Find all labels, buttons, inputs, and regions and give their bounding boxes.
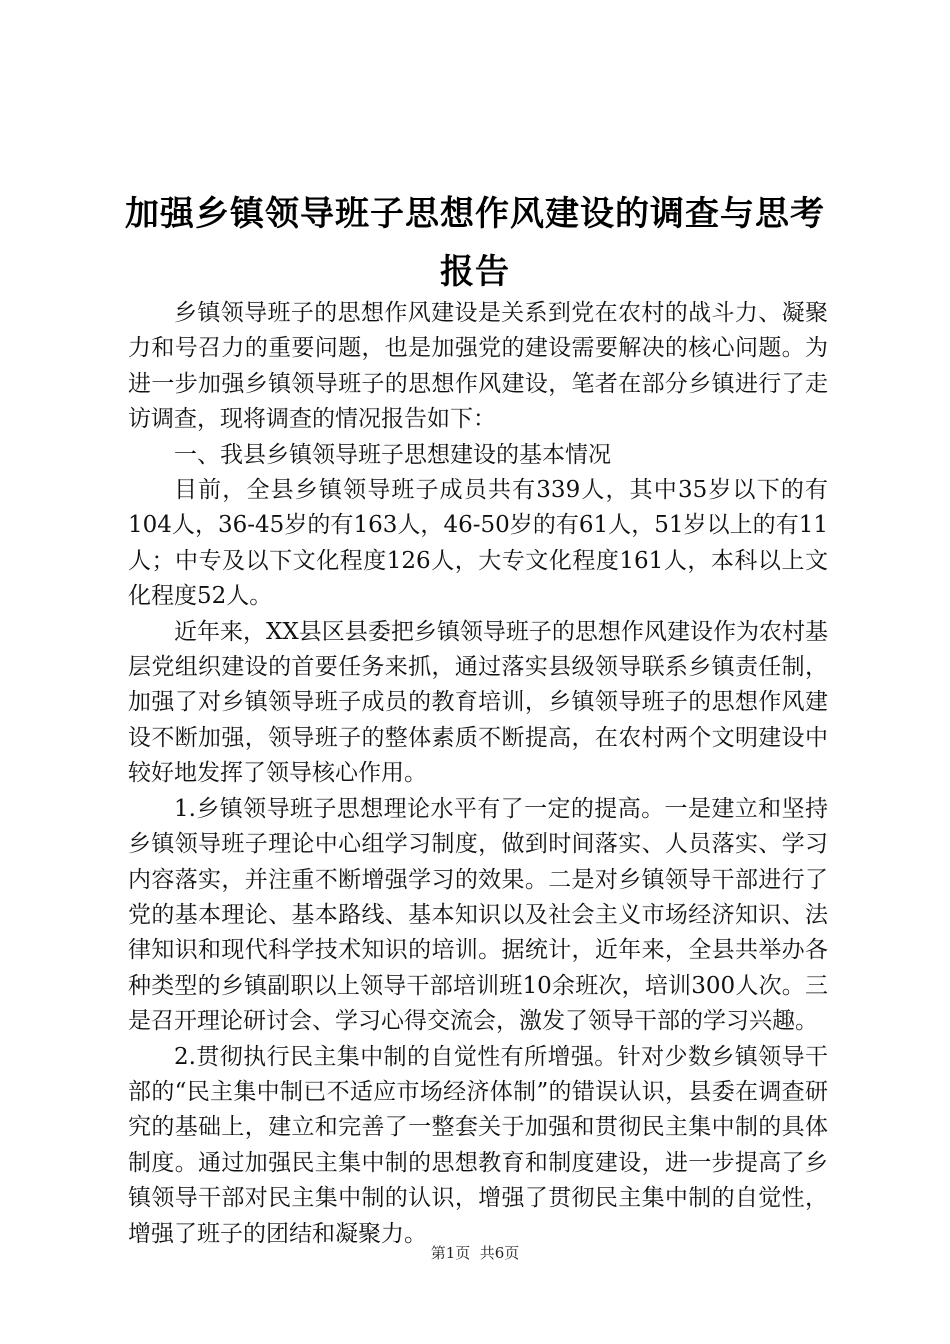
body-paragraph: 2.贯彻执行民主集中制的自觉性有所增强。针对少数乡镇领导干部的“民主集中制已不适应市场经济体制”的错误认识，县委在调查研究的基础上，建立和完善了一整套关于加强和贯彻民主集中制的具体制度。通过加强民主集中制的思想教育和制度建设，进一步提高了乡镇领导干部对民主集中制的认识，增强了贯彻民主集中制的自觉性，增强了班子的团结和凝聚力。	[128, 1043, 828, 1247]
body-paragraph: 近年来，XX县区县委把乡镇领导班子的思想作风建设作为农村基层党组织建设的首要任务来抓，通过落实县级领导联系乡镇责任制，加强了对乡镇领导班子成员的教育培训，乡镇领导班子的思想作风建设不断加强，领导班子的整体素质不断提高，在农村两个文明建设中较好地发挥了领导核心作用。	[128, 618, 828, 787]
document-title-line2: 报告	[440, 252, 510, 292]
document-body	[128, 296, 828, 1252]
body-paragraph: 目前，全县乡镇领导班子成员共有339人，其中35岁以下的有104人，36-45岁的有163人，46-50岁的有61人，51岁以上的有11人；中专及以下文化程度126人，大专文化程度161人，本科以上文化程度52人。	[128, 477, 828, 610]
page-footer: 第1页 共6页	[430, 1244, 520, 1262]
document-title-line1: 加强乡镇领导班子思想作风建设的调查与思考	[125, 194, 825, 234]
section-heading: 一、我县乡镇领导班子思想建设的基本情况	[174, 441, 611, 468]
body-paragraph: 乡镇领导班子的思想作风建设是关系到党在农村的战斗力、凝聚力和号召力的重要问题，也是加强党的建设需要解决的核心问题。为进一步加强乡镇领导班子的思想作风建设，笔者在部分乡镇进行了走访调查，现将调查的情况报告如下：	[128, 300, 828, 433]
body-paragraph: 1.乡镇领导班子思想理论水平有了一定的提高。一是建立和坚持乡镇领导班子理论中心组学习制度，做到时间落实、人员落实、学习内容落实，并注重不断增强学习的效果。二是对乡镇领导干部进行了党的基本理论、基本路线、基本知识以及社会主义市场经济知识、法律知识和现代科学技术知识的培训。据统计，近年来，全县共举办各种类型的乡镇副职以上领导干部培训班10余班次，培训300人次。三是召开理论研讨会、学习心得交流会，激发了领导干部的学习兴趣。	[128, 795, 828, 1035]
